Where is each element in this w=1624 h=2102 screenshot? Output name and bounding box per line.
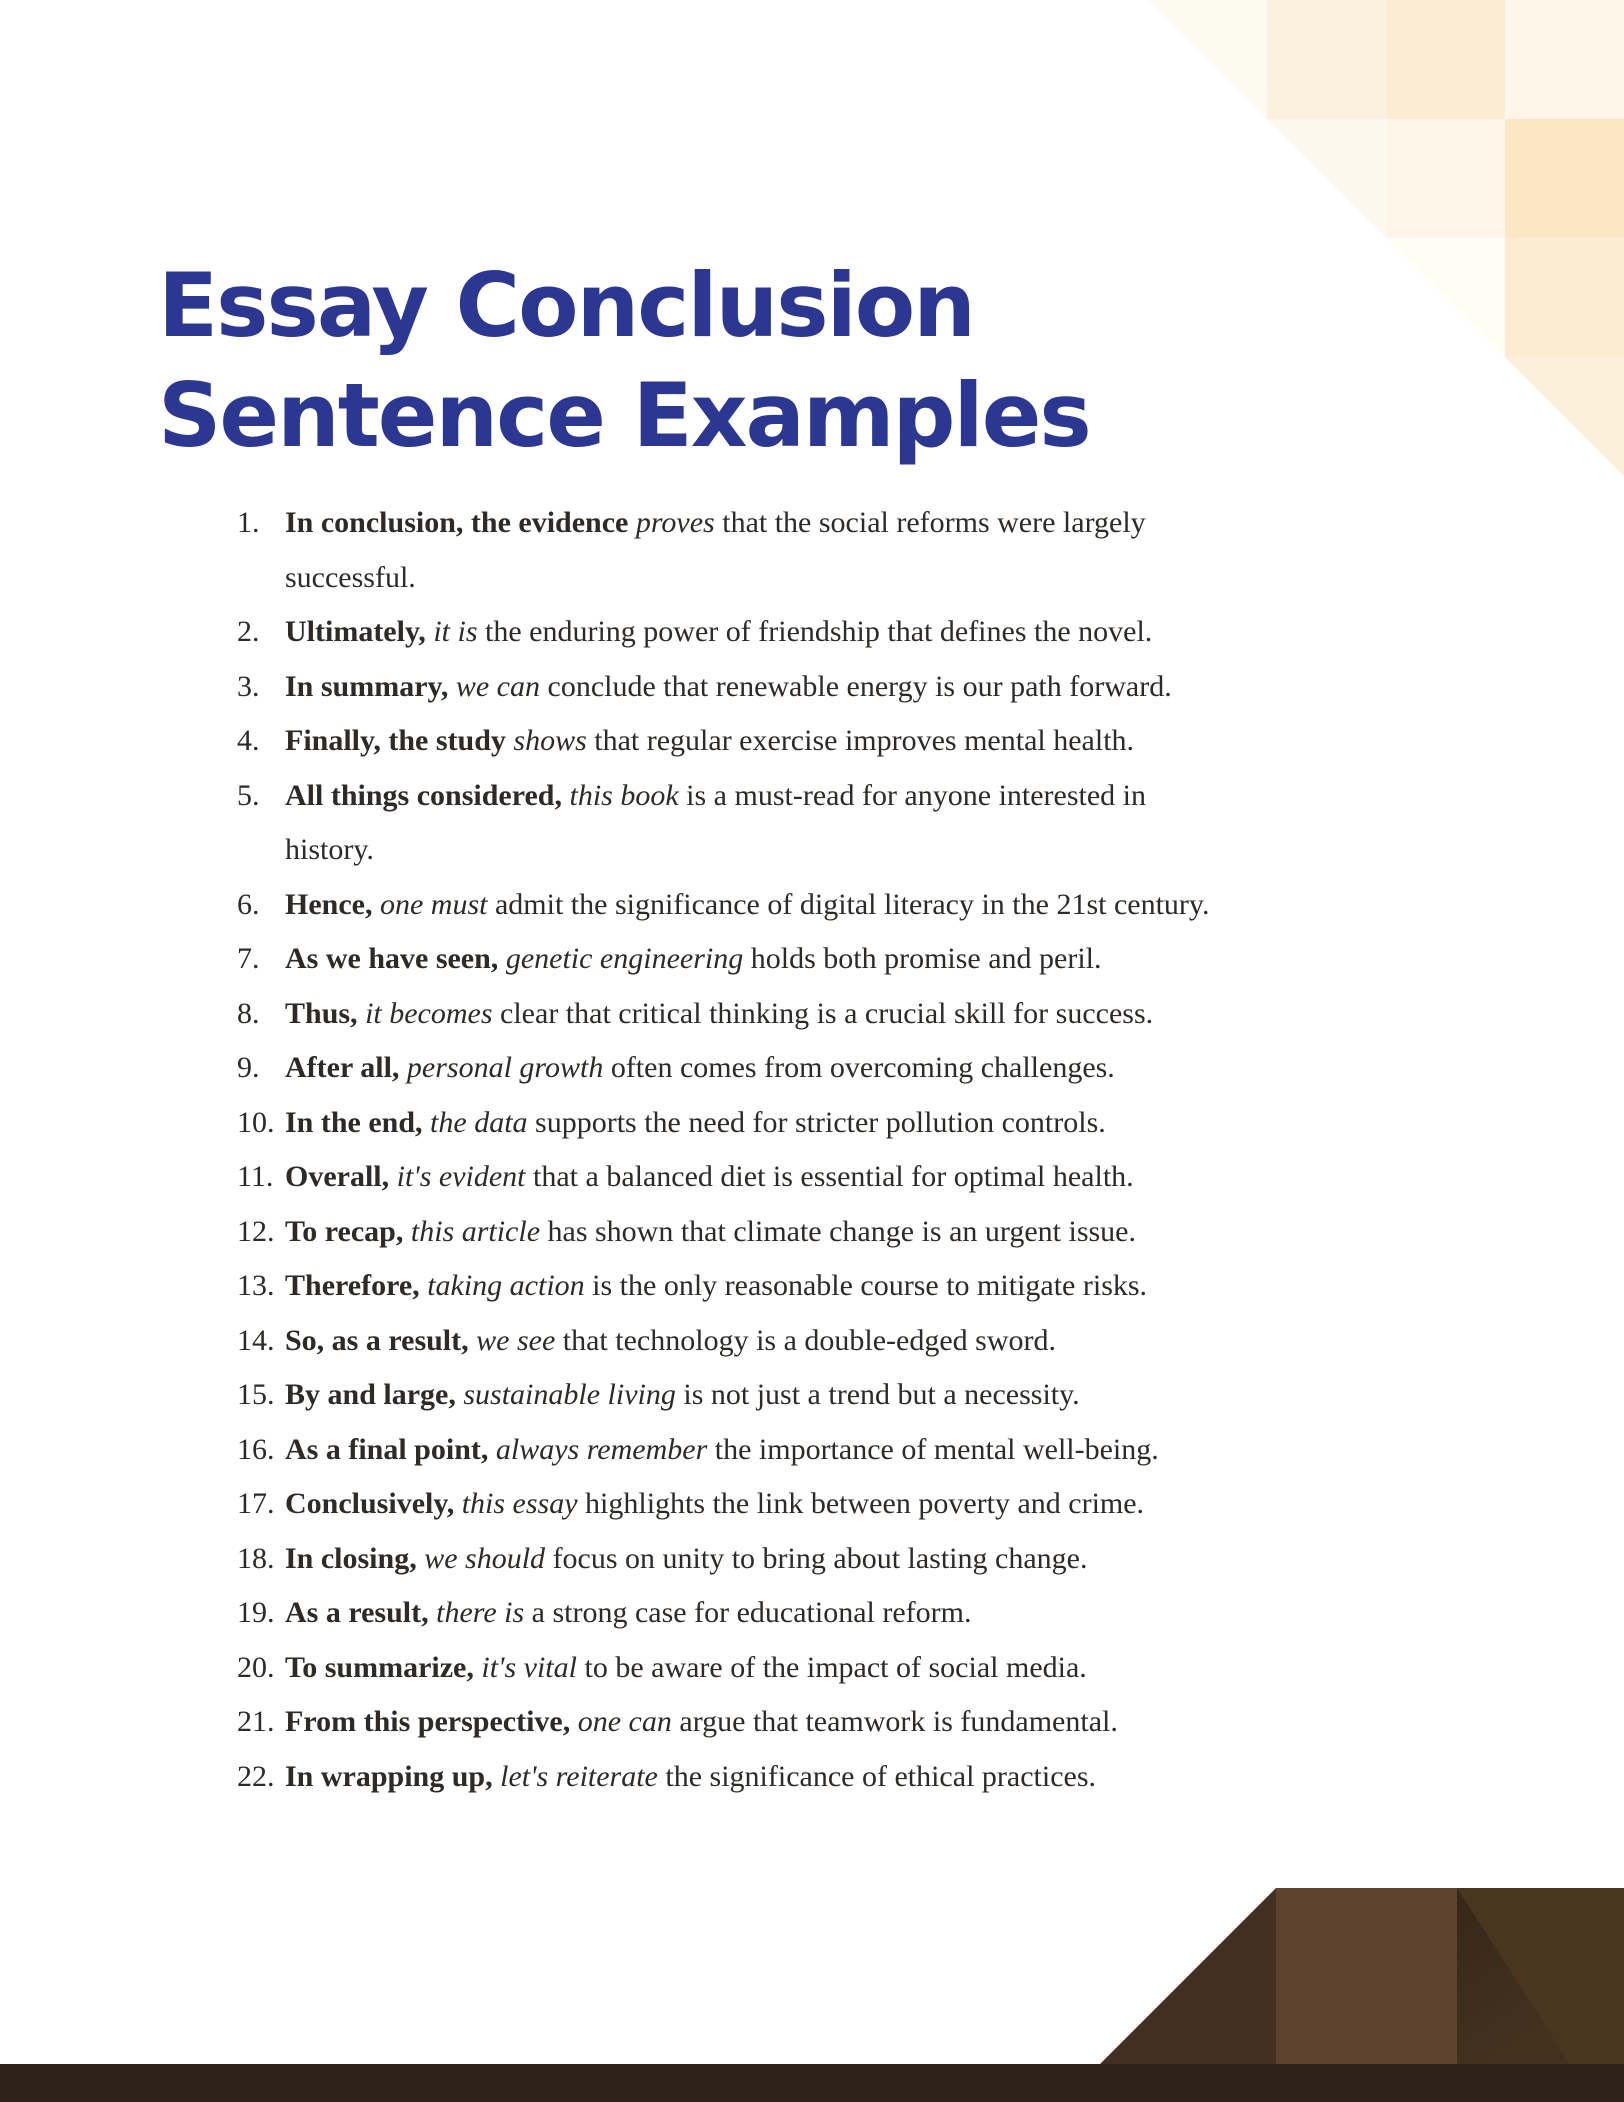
item-number: 19. — [237, 1596, 275, 1629]
footer-left-triangle — [1100, 1888, 1276, 2064]
item-lead: By and large, — [285, 1378, 456, 1411]
title-line-1: Essay Conclusion — [158, 254, 974, 357]
mosaic-square-c1 — [1386, 0, 1505, 119]
item-italic: sustainable living — [463, 1378, 676, 1411]
item-italic: we should — [424, 1541, 546, 1575]
footer-mid-block — [1276, 1888, 1457, 2064]
item-rest: that a balanced diet is essential for optimal health. — [533, 1160, 1134, 1193]
mosaic-square-d3 — [1505, 238, 1624, 357]
item-italic: we can — [455, 669, 540, 703]
item-italic: proves — [635, 506, 715, 539]
item-italic: there is — [436, 1596, 525, 1629]
list-item — [237, 1423, 1567, 1478]
item-number: 22. — [237, 1759, 275, 1793]
item-italic: the data — [430, 1105, 528, 1139]
list-item — [237, 1205, 1567, 1260]
item-italic: one must — [379, 887, 488, 921]
item-number: 5. — [237, 778, 260, 812]
mosaic-square-d2 — [1505, 119, 1624, 238]
item-italic: let's reiterate — [500, 1759, 658, 1793]
item-number: 1. — [237, 506, 260, 539]
examples-list — [237, 496, 1567, 1804]
item-lead: In closing, — [285, 1541, 417, 1575]
list-item — [237, 769, 1567, 878]
item-rest: that technology is a double-edged sword. — [562, 1323, 1056, 1357]
item-italic: personal growth — [406, 1051, 604, 1084]
item-number: 15. — [237, 1378, 275, 1411]
item-rest: is not just a trend but a necessity. — [683, 1378, 1080, 1411]
list-item — [237, 1750, 1567, 1805]
page-title — [158, 251, 1090, 471]
item-rest: that the social reforms were largely — [722, 506, 1146, 539]
item-italic: this book — [569, 778, 679, 812]
item-rest: highlights the link between poverty and crime. — [585, 1487, 1145, 1520]
item-lead: Ultimately, — [285, 615, 426, 648]
item-number: 2. — [237, 615, 260, 648]
item-rest: admit the significance of digital literacy in the 21st century. — [494, 887, 1210, 921]
item-italic: taking action — [427, 1269, 585, 1302]
item-italic: genetic engineering — [505, 942, 744, 975]
footer-bar — [0, 2064, 1624, 2102]
item-italic: it is — [433, 615, 478, 648]
item-number: 6. — [237, 887, 260, 921]
item-italic: it's evident — [396, 1160, 526, 1193]
item-number: 7. — [237, 942, 260, 975]
list-item — [237, 660, 1567, 715]
item-rest: argue that teamwork is fundamental. — [679, 1705, 1118, 1738]
item-lead: From this perspective, — [285, 1705, 571, 1738]
item-lead: Overall, — [285, 1160, 390, 1193]
item-italic: shows — [513, 724, 587, 757]
item-italic: this article — [410, 1214, 541, 1248]
list-item — [237, 1259, 1567, 1314]
item-italic: it becomes — [365, 996, 493, 1030]
item-rest: the enduring power of friendship that defines the novel. — [485, 615, 1153, 648]
item-lead: To summarize, — [285, 1650, 474, 1684]
list-item — [237, 1695, 1567, 1750]
item-italic: it's vital — [481, 1650, 577, 1684]
item-italic: always remember — [495, 1432, 708, 1466]
item-lead: As we have seen, — [285, 942, 499, 975]
list-item — [237, 1532, 1567, 1587]
item-number: 9. — [237, 1051, 260, 1084]
list-item — [237, 1586, 1567, 1641]
item-lead: Finally, the study — [285, 724, 506, 757]
item-rest: is a must-read for anyone interested in — [686, 778, 1147, 812]
item-rest: conclude that renewable energy is our path forward. — [547, 669, 1172, 703]
list-item — [237, 1041, 1567, 1096]
item-lead: In summary, — [285, 669, 449, 703]
item-number: 12. — [237, 1214, 275, 1248]
list-item — [237, 1150, 1567, 1205]
item-number: 3. — [237, 669, 260, 703]
item-number: 11. — [237, 1160, 274, 1193]
footer-decoration — [0, 1888, 1624, 2102]
item-rest: clear that critical thinking is a crucial skill for success. — [500, 996, 1154, 1030]
list-item — [237, 1477, 1567, 1532]
item-lead: All things considered, — [285, 778, 562, 812]
item-rest: holds both promise and peril. — [750, 942, 1102, 975]
item-lead: In conclusion, the evidence — [285, 506, 629, 539]
item-rest: has shown that climate change is an urgent issue. — [547, 1214, 1136, 1248]
item-lead: To recap, — [285, 1214, 404, 1248]
list-item — [237, 932, 1567, 987]
list-item — [237, 714, 1567, 769]
item-rest: focus on unity to bring about lasting change. — [552, 1541, 1088, 1575]
item-lead: Therefore, — [285, 1269, 420, 1302]
item-number: 20. — [237, 1650, 275, 1684]
item-number: 21. — [237, 1705, 275, 1738]
item-rest: the significance of ethical practices. — [665, 1759, 1096, 1793]
item-rest: is the only reasonable course to mitigate risks. — [592, 1269, 1148, 1302]
item-lead: In the end, — [285, 1105, 423, 1139]
list-item — [237, 1641, 1567, 1696]
list-item — [237, 1314, 1567, 1369]
item-italic: this essay — [461, 1487, 578, 1520]
list-item — [237, 878, 1567, 933]
item-lead: Thus, — [285, 996, 358, 1030]
mosaic-square-d1 — [1505, 0, 1624, 119]
item-number: 13. — [237, 1269, 275, 1302]
item-rest: the importance of mental well-being. — [714, 1432, 1159, 1466]
list-item — [237, 1096, 1567, 1151]
corner-mosaic-decoration — [1148, 0, 1624, 476]
item-number: 16. — [237, 1432, 275, 1466]
item-number: 17. — [237, 1487, 275, 1520]
item-number: 4. — [237, 724, 260, 757]
mosaic-square-b1 — [1267, 0, 1386, 119]
item-italic: one can — [577, 1705, 672, 1738]
item-rest: a strong case for educational reform. — [531, 1596, 972, 1629]
item-lead: In wrapping up, — [285, 1759, 493, 1793]
item-italic: we see — [476, 1323, 556, 1357]
item-number: 14. — [237, 1323, 275, 1357]
item-lead: So, as a result, — [285, 1323, 469, 1357]
item-lead: After all, — [285, 1051, 400, 1084]
item-number: 10. — [237, 1105, 275, 1139]
item-number: 8. — [237, 996, 260, 1030]
item-rest: successful. — [285, 560, 416, 594]
item-lead: Hence, — [285, 887, 373, 921]
list-item — [237, 605, 1567, 660]
list-item — [237, 987, 1567, 1042]
mosaic-square-c2 — [1386, 119, 1505, 238]
item-rest: supports the need for stricter pollution controls. — [535, 1105, 1106, 1139]
item-rest: that regular exercise improves mental health. — [594, 724, 1135, 757]
item-lead: As a result, — [285, 1596, 429, 1629]
item-rest: to be aware of the impact of social media. — [584, 1650, 1087, 1684]
item-number: 18. — [237, 1541, 275, 1575]
item-rest: often comes from overcoming challenges. — [610, 1051, 1115, 1084]
list-item — [237, 1368, 1567, 1423]
item-lead: As a final point, — [285, 1432, 489, 1466]
list-item — [237, 496, 1567, 605]
item-lead: Conclusively, — [285, 1487, 455, 1520]
item-rest: history. — [285, 833, 374, 866]
title-line-2: Sentence Examples — [158, 364, 1090, 467]
